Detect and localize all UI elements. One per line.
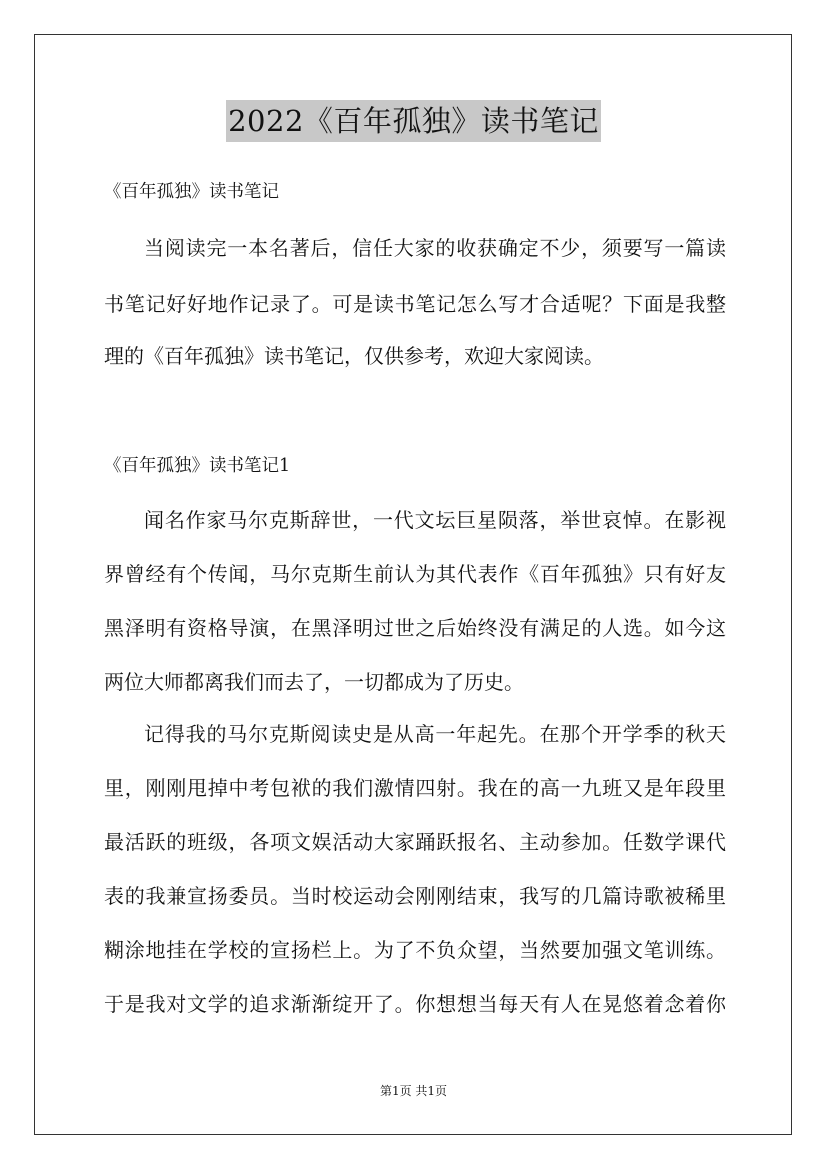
- paragraph-line: 表的我兼宣扬委员。当时校运动会刚刚结束，我写的几篇诗歌被稀里: [104, 884, 726, 908]
- paragraph-line: 记得我的马尔克斯阅读史是从高一年起先。在那个开学季的秋天: [144, 722, 726, 746]
- paragraph-line: 最活跃的班级，各项文娱活动大家踊跃报名、主动参加。任数学课代: [104, 830, 726, 854]
- intro-line: 当阅读完一本名著后，信任大家的收获确定不少，须要写一篇读: [144, 236, 726, 260]
- intro-line: 理的《百年孤独》读书笔记，仅供参考，欢迎大家阅读。: [104, 344, 604, 368]
- paragraph-line: 糊涂地挂在学校的宣扬栏上。为了不负众望，当然要加强文笔训练。: [104, 938, 726, 962]
- document-title: 2022《百年孤独》读书笔记: [226, 100, 601, 142]
- section-heading: 《百年孤独》读书笔记1: [104, 456, 291, 476]
- paragraph-line: 界曾经有个传闻，马尔克斯生前认为其代表作《百年孤独》只有好友: [104, 562, 726, 586]
- paragraph-line: 黑泽明有资格导演，在黑泽明过世之后始终没有满足的人选。如今这: [104, 616, 726, 640]
- paragraph-line: 闻名作家马尔克斯辞世，一代文坛巨星陨落，举世哀悼。在影视: [144, 508, 726, 532]
- intro-heading: 《百年孤独》读书笔记: [104, 182, 279, 202]
- page-footer: 第1页 共1页: [379, 1084, 448, 1098]
- paragraph-line: 两位大师都离我们而去了，一切都成为了历史。: [104, 670, 524, 694]
- paragraph-line: 里，刚刚甩掉中考包袱的我们激情四射。我在的高一九班又是年段里: [104, 776, 726, 800]
- intro-line: 书笔记好好地作记录了。可是读书笔记怎么写才合适呢？下面是我整: [104, 292, 726, 316]
- paragraph-line: 于是我对文学的追求渐渐绽开了。你想想当每天有人在晃悠着念着你: [104, 992, 726, 1016]
- title-container: [0, 100, 827, 142]
